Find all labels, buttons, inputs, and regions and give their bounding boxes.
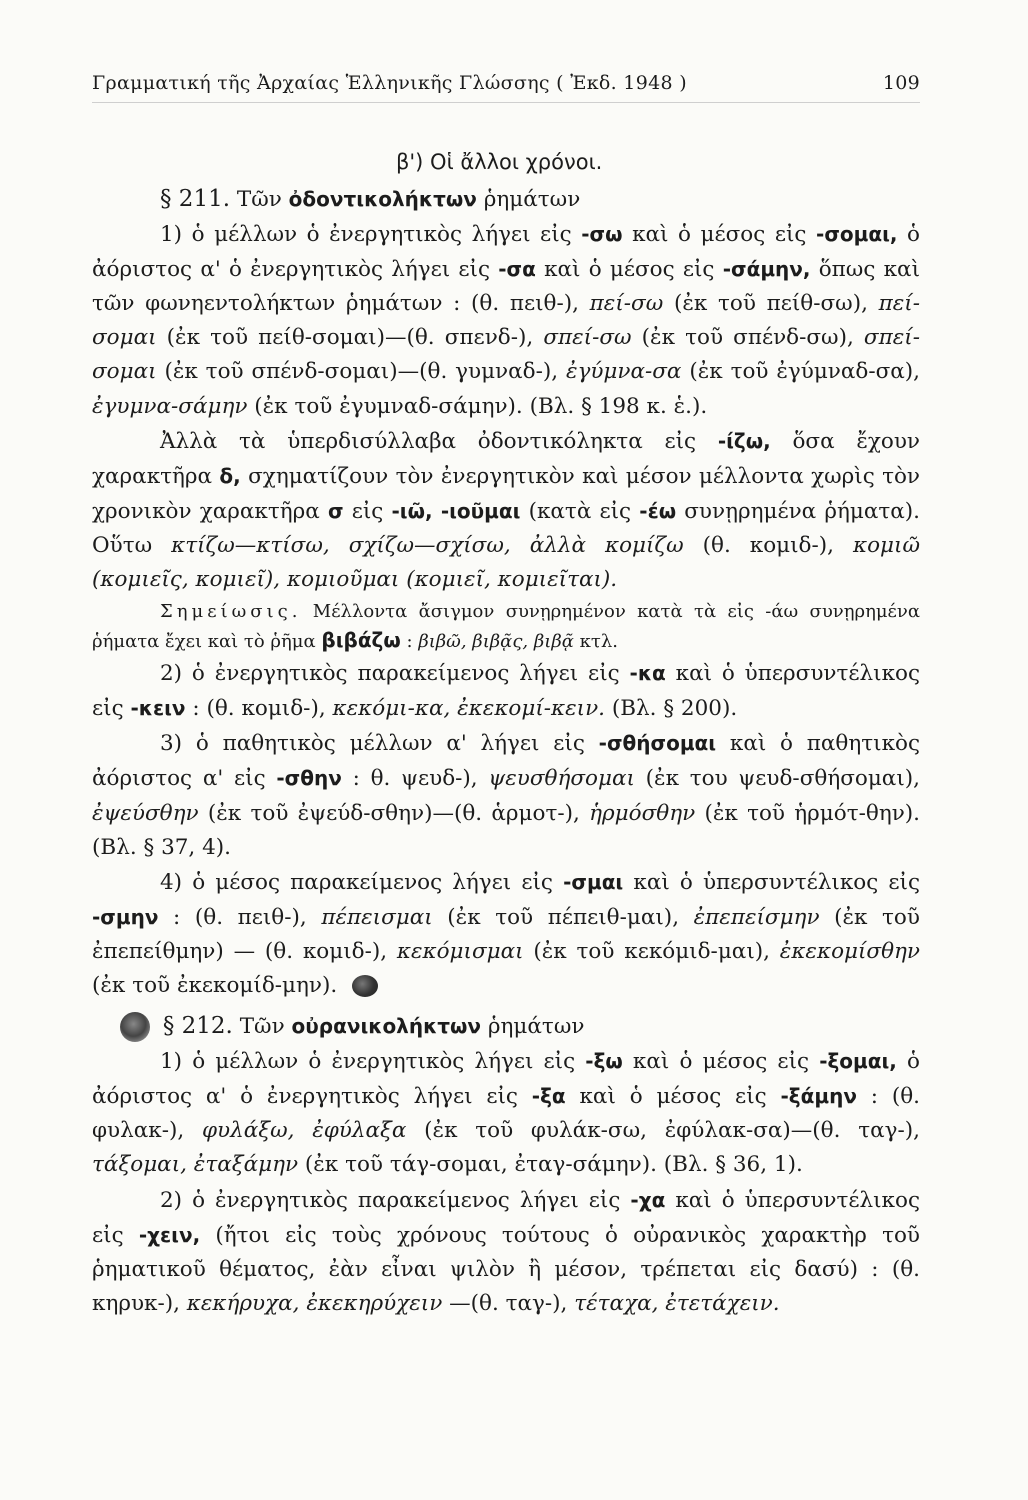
ending: -κειν <box>130 696 186 721</box>
example: ἡρμόσθην <box>589 800 696 826</box>
text: : <box>406 631 413 653</box>
paragraph <box>92 424 920 597</box>
text: καὶ ὁ ὑπερσυντέλικος εἰς <box>92 1187 920 1248</box>
note <box>92 597 920 656</box>
text: καὶ ὁ παθητικὸς ἀόριστος α' εἰς <box>92 731 920 792</box>
example: ἐκεκομίσθην <box>779 938 920 964</box>
text: ὅσα ἔχουν χαρακτῆρα <box>92 428 920 489</box>
paragraph <box>92 726 920 864</box>
example: κομιῶ (κομιεῖς, κομιεῖ), κομιοῦμαι (κομιεῖ, κομιεῖται). <box>92 532 920 593</box>
example: πεί-σομαι <box>92 291 920 351</box>
ending: -σω <box>581 222 623 247</box>
ending: -χα <box>630 1187 666 1212</box>
text: 2) ὁ ἐνεργητικὸς παρακείμενος λήγει εἰς <box>160 1187 621 1213</box>
ending: -ιῶ, -ιοῦμαι <box>391 498 521 523</box>
text: εἰς <box>351 498 384 524</box>
text: (Βλ. § 200). <box>611 696 738 722</box>
heading-word: ῥημάτων <box>487 1014 585 1040</box>
section-heading-212 <box>92 1009 920 1044</box>
text: (ἐκ τοῦ ἡρμότ-θην). (Βλ. § 37, 4). <box>92 800 920 860</box>
example: πέπεισμαι <box>321 904 433 930</box>
example: τέταχα, ἐτετάχειν. <box>574 1290 780 1316</box>
ending: -ξάμην <box>780 1084 857 1109</box>
text: καὶ ὁ μέσος εἰς <box>632 222 807 248</box>
text: (ἤτοι εἰς τοὺς χρόνους τούτους ὁ οὐρανικὸς χαρακτὴρ τοῦ ῥηματικοῦ θέματος, ἐὰν εἶναι ψιλὸν ἢ μέσον, τρέπεται εἰς δασύ) : (θ. κηρυκ-), <box>92 1222 920 1316</box>
text: καὶ ὁ μέσος εἰς <box>544 257 715 283</box>
ending: -σμην <box>92 904 159 929</box>
text: 2) ὁ ἐνεργητικὸς παρακείμενος λήγει εἰς <box>160 661 620 687</box>
text: (ἐκ τοῦ πείθ-σω), <box>673 291 868 317</box>
example: ἐγύμνα-σα <box>565 359 682 385</box>
text: —(θ. ταγ-), <box>449 1290 568 1316</box>
paragraph <box>92 1183 920 1321</box>
example: πεί-σω <box>589 291 664 317</box>
text: (ἐκ τοῦ σπένδ-σω), <box>641 325 854 351</box>
text: (ἐκ τοῦ σπένδ-σομαι)—(θ. γυμναδ-), <box>164 359 559 385</box>
ending: -σα <box>498 257 536 282</box>
example: βιβῶ, βιβᾷς, βιβᾷ <box>418 631 574 653</box>
section-heading-211 <box>92 182 920 217</box>
running-title: Γραμματική τῆς Ἀρχαίας Ἑλληνικῆς Γλώσσης ( Ἐκδ. 1948 ) <box>92 72 687 94</box>
text: (ἐκ τοῦ φυλάκ-σω, ἐφύλακ-σα)—(θ. ταγ-), <box>424 1118 920 1144</box>
example: ἐπεπείσμην <box>693 904 820 930</box>
ink-blot-icon <box>120 1012 150 1042</box>
example: κεκόμι-κα, ἐκεκομί-κειν. <box>332 696 606 722</box>
example: κεκόμισμαι <box>396 938 524 964</box>
example: σπεί-σω <box>543 325 632 351</box>
example: κτίζω—κτίσω, σχίζω—σχίσω, ἀλλὰ κομίζω <box>171 532 684 558</box>
text: συνῃρημένα ῥήματα). Οὕτω <box>92 498 920 558</box>
ending: -σθήσομαι <box>598 731 717 756</box>
text: ὁ ἀόριστος α' ὁ ἐνεργητικὸς λήγει εἰς <box>92 222 920 283</box>
example: ψευσθήσομαι <box>488 766 635 792</box>
page-number: 109 <box>882 72 920 94</box>
example: φυλάξω, ἐφύλαξα <box>201 1118 407 1144</box>
text: καὶ ὁ ὑπερσυντέλικος εἰς <box>92 661 920 722</box>
ending: -ίζω, <box>717 428 771 453</box>
heading-word: ῥημάτων <box>483 187 581 212</box>
text: : (θ. κομιδ-), <box>192 696 326 722</box>
heading-word: Τῶν <box>239 1014 285 1040</box>
text: Ἀλλὰ τὰ ὑπερδισύλλαβα ὀδοντικόληκτα εἰς <box>160 428 697 454</box>
paragraph <box>92 217 920 424</box>
text: 1) ὁ μέλλων ὁ ἐνεργητικὸς λήγει εἰς <box>160 222 572 248</box>
note-label: Σημείωσις. <box>160 601 302 623</box>
text: : (θ. πειθ-), <box>173 904 307 930</box>
ending: -ξα <box>531 1084 566 1109</box>
text: (ἐκ τοῦ πείθ-σομαι)—(θ. σπενδ-), <box>166 325 534 351</box>
ending: -κα <box>629 661 666 686</box>
example: σπεί-σομαι <box>92 325 920 385</box>
text: : θ. ψευδ-), <box>352 766 478 792</box>
ending: -σάμην, <box>722 257 811 282</box>
heading-term: ὀδοντικολήκτων <box>288 187 477 211</box>
text: ὅπως καὶ τῶν φωνηεντολήκτων ῥημάτων : (θ. πειθ-), <box>92 257 920 317</box>
text: (ἐκ τοῦ ἐκεκομίδ-μην). <box>92 972 338 998</box>
ending: -σμαι <box>563 869 624 894</box>
ink-blot-icon <box>352 975 378 997</box>
ending: σ <box>327 498 344 523</box>
heading-term: οὐρανικολήκτων <box>291 1014 482 1039</box>
text: κτλ. <box>579 631 618 653</box>
text: καὶ ὁ μέσος εἰς <box>632 1049 810 1075</box>
section-number: § 211. <box>160 186 231 212</box>
text-body <box>92 182 920 1321</box>
ending: -ξω <box>585 1049 623 1074</box>
ending: -έω <box>639 498 677 523</box>
text: (θ. κομιδ-), <box>702 532 834 558</box>
text: (ἐκ τοῦ ἐγυμναδ-σάμην). (Βλ. § 198 κ. ἑ.). <box>254 393 708 419</box>
text: 3) ὁ παθητικὸς μέλλων α' λήγει εἰς <box>160 731 585 757</box>
paragraph <box>92 656 920 726</box>
section-number: § 212. <box>162 1013 233 1040</box>
text: 4) ὁ μέσος παρακείμενος λήγει εἰς <box>160 869 553 895</box>
text: : (θ. φυλακ-), <box>92 1084 920 1144</box>
example: τάξομαι, ἐταξάμην <box>92 1152 299 1178</box>
text: (ἐκ τοῦ ἐψεύδ-σθην)—(θ. ἁρμοτ-), <box>207 800 580 826</box>
ending: -χειν, <box>138 1222 201 1247</box>
example: ἐψεύσθην <box>92 800 199 826</box>
text: (κατὰ εἰς <box>528 498 632 524</box>
running-header <box>92 72 920 103</box>
text: ὁ ἀόριστος α' ὁ ἐνεργητικὸς λήγει εἰς <box>92 1049 920 1110</box>
text: (ἐκ του ψευδ-σθήσομαι), <box>645 766 920 792</box>
text: (ἐκ τοῦ ἐπεπείθμην) — (θ. κομιδ-), <box>92 904 920 964</box>
ending: -ξομαι, <box>819 1049 897 1074</box>
text: (ἐκ τοῦ πέπειθ-μαι), <box>447 904 680 930</box>
ending: -σθην <box>276 766 342 791</box>
ending: δ, <box>219 463 241 488</box>
paragraph <box>92 865 920 1003</box>
heading-word: Τῶν <box>236 187 282 212</box>
example: ἐγυμνα-σάμην <box>92 393 248 419</box>
text: καὶ ὁ ὑπερσυντέλικος εἰς <box>633 869 921 895</box>
text: 1) ὁ μέλλων ὁ ἐνεργητικὸς λήγει εἰς <box>160 1049 576 1075</box>
text: (ἐκ τοῦ ἐγύμναδ-σα), <box>689 359 921 385</box>
text: σχηματίζουν τὸν ἐνεργητικὸν καὶ μέσον μέλλοντα χωρὶς τὸν χρονικὸν χαρακτῆρα <box>92 463 920 524</box>
text: (ἐκ τοῦ τάγ-σομαι, ἐταγ-σάμην). (Βλ. § 36, 1). <box>304 1152 803 1178</box>
text: Μέλλοντα ἄσιγμον συνῃρημένον κατὰ τὰ εἰς -άω συνῃρημένα ῥήματα ἔχει καὶ τὸ ῥῆμα <box>92 601 920 653</box>
subheading: β') Οἱ ἄλλοι χρόνοι. <box>396 150 603 174</box>
ending: βιβάζω <box>321 628 401 653</box>
example: κεκήρυχα, ἐκεκηρύχειν <box>186 1290 443 1316</box>
text: καὶ ὁ μέσος εἰς <box>579 1084 767 1110</box>
paragraph <box>92 1044 920 1182</box>
ending: -σομαι, <box>816 222 898 247</box>
text: (ἐκ τοῦ κεκόμιδ-μαι), <box>533 938 770 964</box>
